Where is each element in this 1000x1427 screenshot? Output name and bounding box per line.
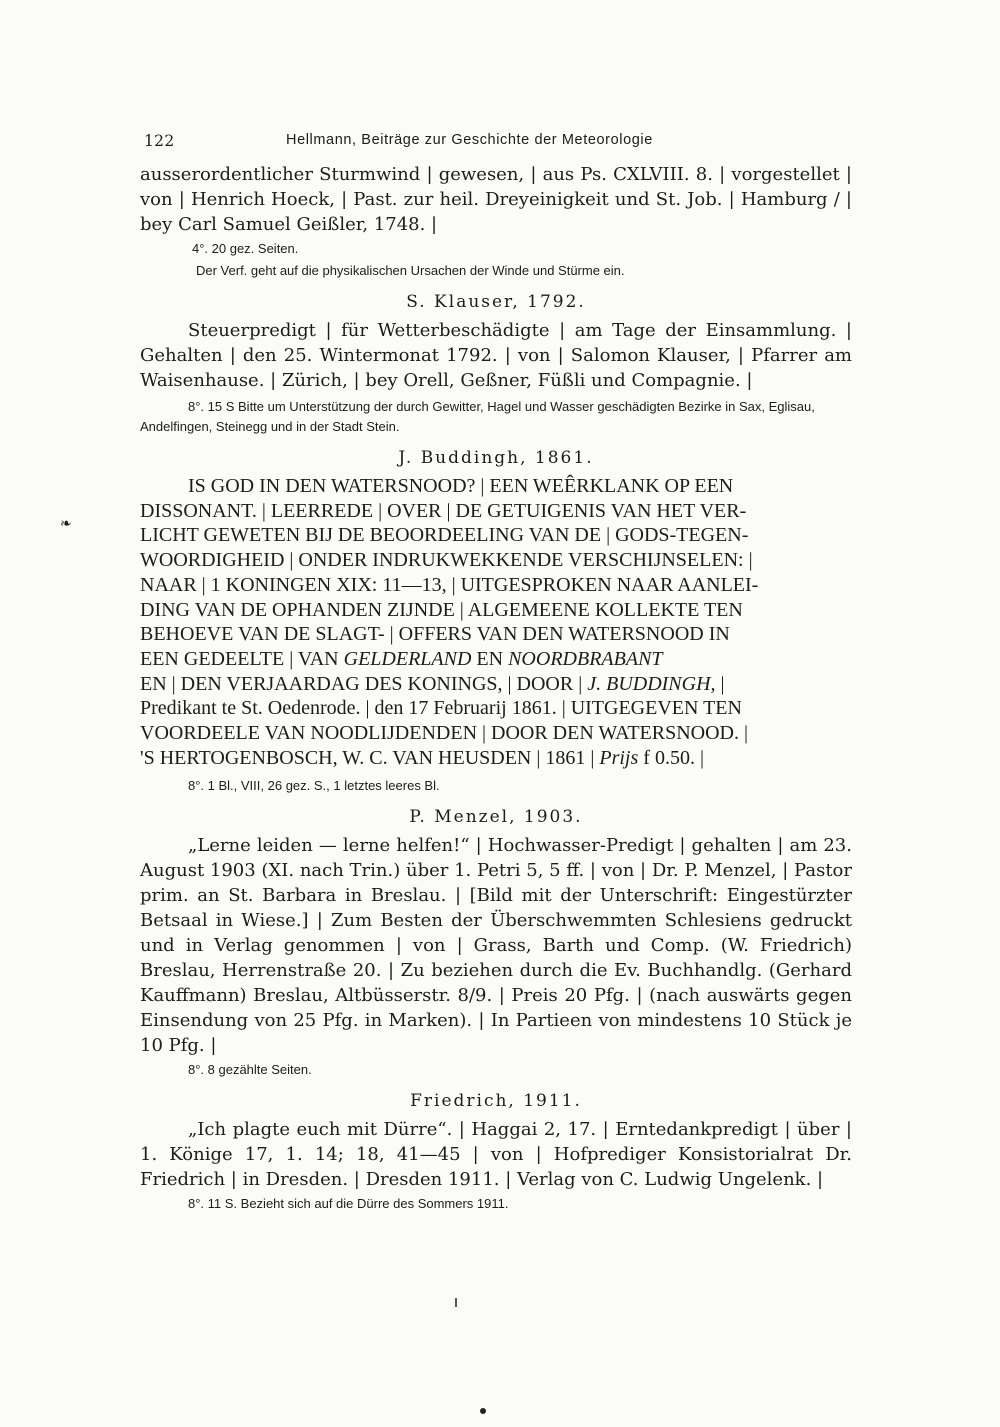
text-line: EN | DEN VERJAARDAG DES KONINGS, | DOOR | J. BUDDINGH, |: [140, 672, 725, 695]
italic-price: Prijs: [599, 746, 639, 769]
entry-note-buddingh: 8°. 1 Bl., VIII, 26 gez. S., 1 letztes leeres Bl.: [188, 778, 440, 794]
page-number: 122: [144, 132, 175, 150]
intro-format-note: 4°. 20 gez. Seiten.: [192, 241, 299, 256]
text-line: LICHT GEWETEN BIJ DE BEOORDEELING VAN DE | GODS-TEGEN-: [140, 524, 749, 547]
text-line: WOORDIGHEID | ONDER INDRUKWEKKENDE VERSCHIJNSELEN: |: [140, 549, 753, 572]
entry-text-menzel: „Lerne leiden — lerne helfen!“ | Hochwasser-Predigt | gehalten | am 23. August 1903 (XI. nach Trin.) über 1. Petri 5, 5 ff. | von | Dr. P. Menzel, | Pastor prim. an St. Barbara in Breslau. | [Bild mit der Unterschrift: Eingestürzter Betsaal in Wiese.] | Zum Besten der Überschwemmten Schlesiens gedruckt und in Verlag genommen | von | Grass, Barth und Comp. (W. Friedrich) Breslau, Herrenstraße 20. | Zu beziehen durch die Ev. Buchhandlg. (Gerhard Kauffmann) Breslau, Altbüsserstr. 8/9. | Preis 20 Pfg. | (nach auswärts gegen Einsendung von 25 Pfg. in Marken). | In Partieen von mindestens 10 Stück je 10 Pfg. |: [140, 835, 852, 1057]
text-line: 'S HERTOGENBOSCH, W. C. VAN HEUSDEN | 1861 | Prijs f 0.50. |: [140, 746, 704, 769]
entry-note-klauser: 8°. 15 S Bitte um Unterstützung der durch Gewitter, Hagel und Wasser geschädigten Bezirke in Sax, Eglisau, Andelfingen, Steinegg und in der Stadt Stein.: [140, 399, 815, 434]
text-line: EEN GEDEELTE | VAN GELDERLAND EN NOORDBRABANT: [140, 647, 663, 670]
entry-heading-menzel: P. Menzel, 1903.: [409, 807, 583, 828]
running-title: Hellmann, Beiträge zur Geschichte der Meteorologie: [286, 132, 653, 148]
text-line: DISSONANT. | LEERREDE | OVER | DE GETUIGENIS VAN HET VER-: [140, 499, 747, 522]
text-line: VOORDEELE VAN NOODLIJDENDEN | DOOR DEN WATERSNOOD. |: [140, 722, 748, 745]
margin-mark: ❧: [60, 516, 72, 532]
entry-note-friedrich: 8°. 11 S. Bezieht sich auf die Dürre des Sommers 1911.: [188, 1196, 509, 1212]
italic-place: NOORDBRABANT: [508, 647, 663, 670]
italic-author: J. BUDDINGH,: [587, 672, 716, 695]
entry-text-friedrich: „Ich plagte euch mit Dürre“. | Haggai 2, 17. | Erntedankpredigt | über | 1. Könige 17, 1. 14; 18, 41—45 | von | Hofprediger Konsistorialrat Dr. Friedrich | in Dresden. | Dresden 1911. | Verlag von C. Ludwig Ungelenk. |: [140, 1119, 852, 1191]
entry-heading-klauser: S. Klauser, 1792.: [406, 292, 586, 312]
text-line: DING VAN DE OPHANDEN ZIJNDE | ALGEMEENE KOLLEKTE TEN: [140, 598, 743, 621]
entry-text-buddingh: [140, 474, 852, 770]
page: [140, 128, 852, 1214]
entry-note-menzel: 8°. 8 gezählte Seiten.: [188, 1062, 312, 1078]
text-line: Predikant te St. Oedenrode. | den 17 Februarij 1861. | UITGEGEVEN TEN: [140, 697, 742, 720]
running-head: [140, 128, 852, 162]
entry-heading-friedrich: Friedrich, 1911.: [410, 1091, 582, 1112]
intro-entry-text: ausserordentlicher Sturmwind | gewesen, | aus Ps. CXLVIII. 8. | vorgestellet | von | Henrich Hoeck, | Past. zur heil. Dreyeinigkeit und St. Job. | Hamburg / | bey Carl Samuel Geißler, 1748. |: [140, 164, 852, 235]
scan-speck: [455, 1298, 457, 1307]
entry-heading-buddingh: J. Buddingh, 1861.: [398, 448, 594, 468]
intro-description-note: Der Verf. geht auf die physikalischen Ursachen der Winde und Stürme ein.: [196, 263, 625, 278]
text-line: NAAR | 1 KONINGEN XIX: 11—13, | UITGESPROKEN NAAR AANLEI-: [140, 573, 759, 596]
entry-text-klauser: Steuerpredigt | für Wetterbeschädigte | am Tage der Einsammlung. | Gehalten | den 25. Wintermonat 1792. | von | Salomon Klauser, | Pfarrer am Waisenhause. | Zürich, | bey Orell, Geßner, Füßli und Compagnie. |: [140, 320, 852, 391]
text-line: BEHOEVE VAN DE SLAGT- | OFFERS VAN DEN WATERSNOOD IN: [140, 623, 730, 646]
italic-place: GELDERLAND: [343, 647, 472, 670]
scan-dot: [480, 1408, 486, 1414]
text-line: IS GOD IN DEN WATERSNOOD? | EEN WEÊRKLANK OP EEN: [188, 475, 734, 497]
